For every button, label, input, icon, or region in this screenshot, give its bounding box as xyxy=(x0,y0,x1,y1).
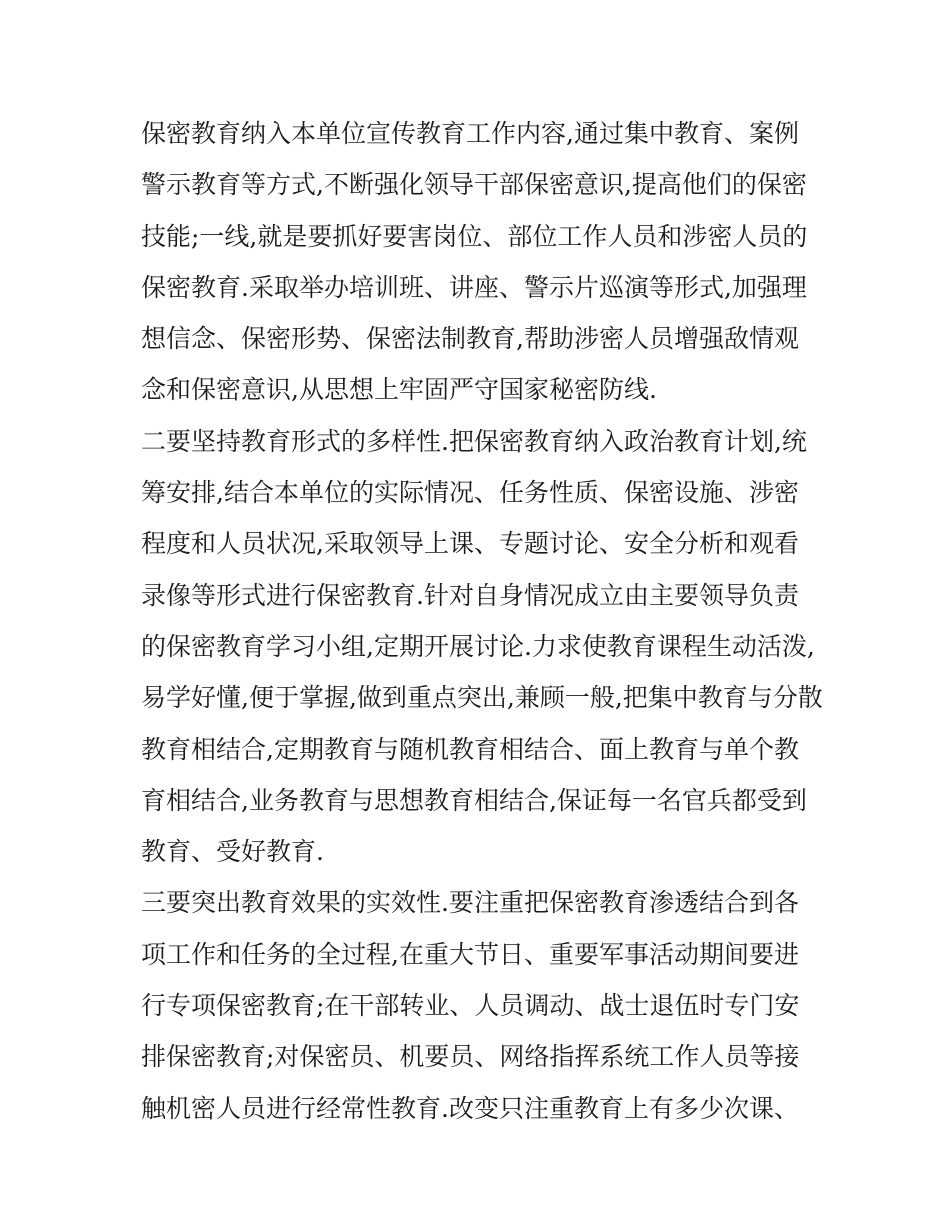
text-line: 筹安排,结合本单位的实际情况、任务性质、保密设施、涉密 xyxy=(141,478,799,508)
text-line: 保密教育纳入本单位宣传教育工作内容,通过集中教育、案例 xyxy=(141,119,799,148)
text-line: 行专项保密教育;在干部转业、人员调动、战士退伍时专门安 xyxy=(141,991,800,1021)
text-line: 教育、受好教育. xyxy=(141,837,324,867)
text-line: 排保密教育;对保密员、机要员、网络指挥系统工作人员等接 xyxy=(141,1042,800,1072)
text-line: 保密教育.采取举办培训班、讲座、警示片巡演等形式,加强理 xyxy=(141,272,807,302)
text-line: 技能;一线,就是要抓好要害岗位、部位工作人员和涉密人员的 xyxy=(141,221,808,251)
body-text xyxy=(141,108,821,1134)
text-line: 育相结合,业务教育与思想教育相结合,保证每一名官兵都受到 xyxy=(141,785,807,815)
text-line: 警示教育等方式,不断强化领导干部保密意识,提高他们的保密 xyxy=(141,170,807,200)
text-line: 程度和人员状况,采取领导上课、专题讨论、安全分析和观看 xyxy=(141,529,799,559)
text-line: 三要突出教育效果的实效性.要注重把保密教育渗透结合到各 xyxy=(141,888,799,918)
text-line: 易学好懂,便于掌握,做到重点突出,兼顾一般,把集中教育与分散 xyxy=(141,683,823,713)
text-line: 念和保密意识,从思想上牢固严守国家秘密防线. xyxy=(141,375,657,405)
text-line: 的保密教育学习小组,定期开展讨论.力求使教育课程生动活泼, xyxy=(141,631,815,661)
text-line: 想信念、保密形势、保密法制教育,帮助涉密人员增强敌情观 xyxy=(141,324,799,354)
text-line: 项工作和任务的全过程,在重大节日、重要军事活动期间要进 xyxy=(141,939,799,969)
text-line: 二要坚持教育形式的多样性.把保密教育纳入政治教育计划,统 xyxy=(141,426,807,456)
text-line: 教育相结合,定期教育与随机教育相结合、面上教育与单个教 xyxy=(141,734,799,764)
text-line: 触机密人员进行经常性教育.改变只注重教育上有多少次课、 xyxy=(141,1093,799,1123)
text-line: 录像等形式进行保密教育.针对自身情况成立由主要领导负责 xyxy=(141,580,799,610)
